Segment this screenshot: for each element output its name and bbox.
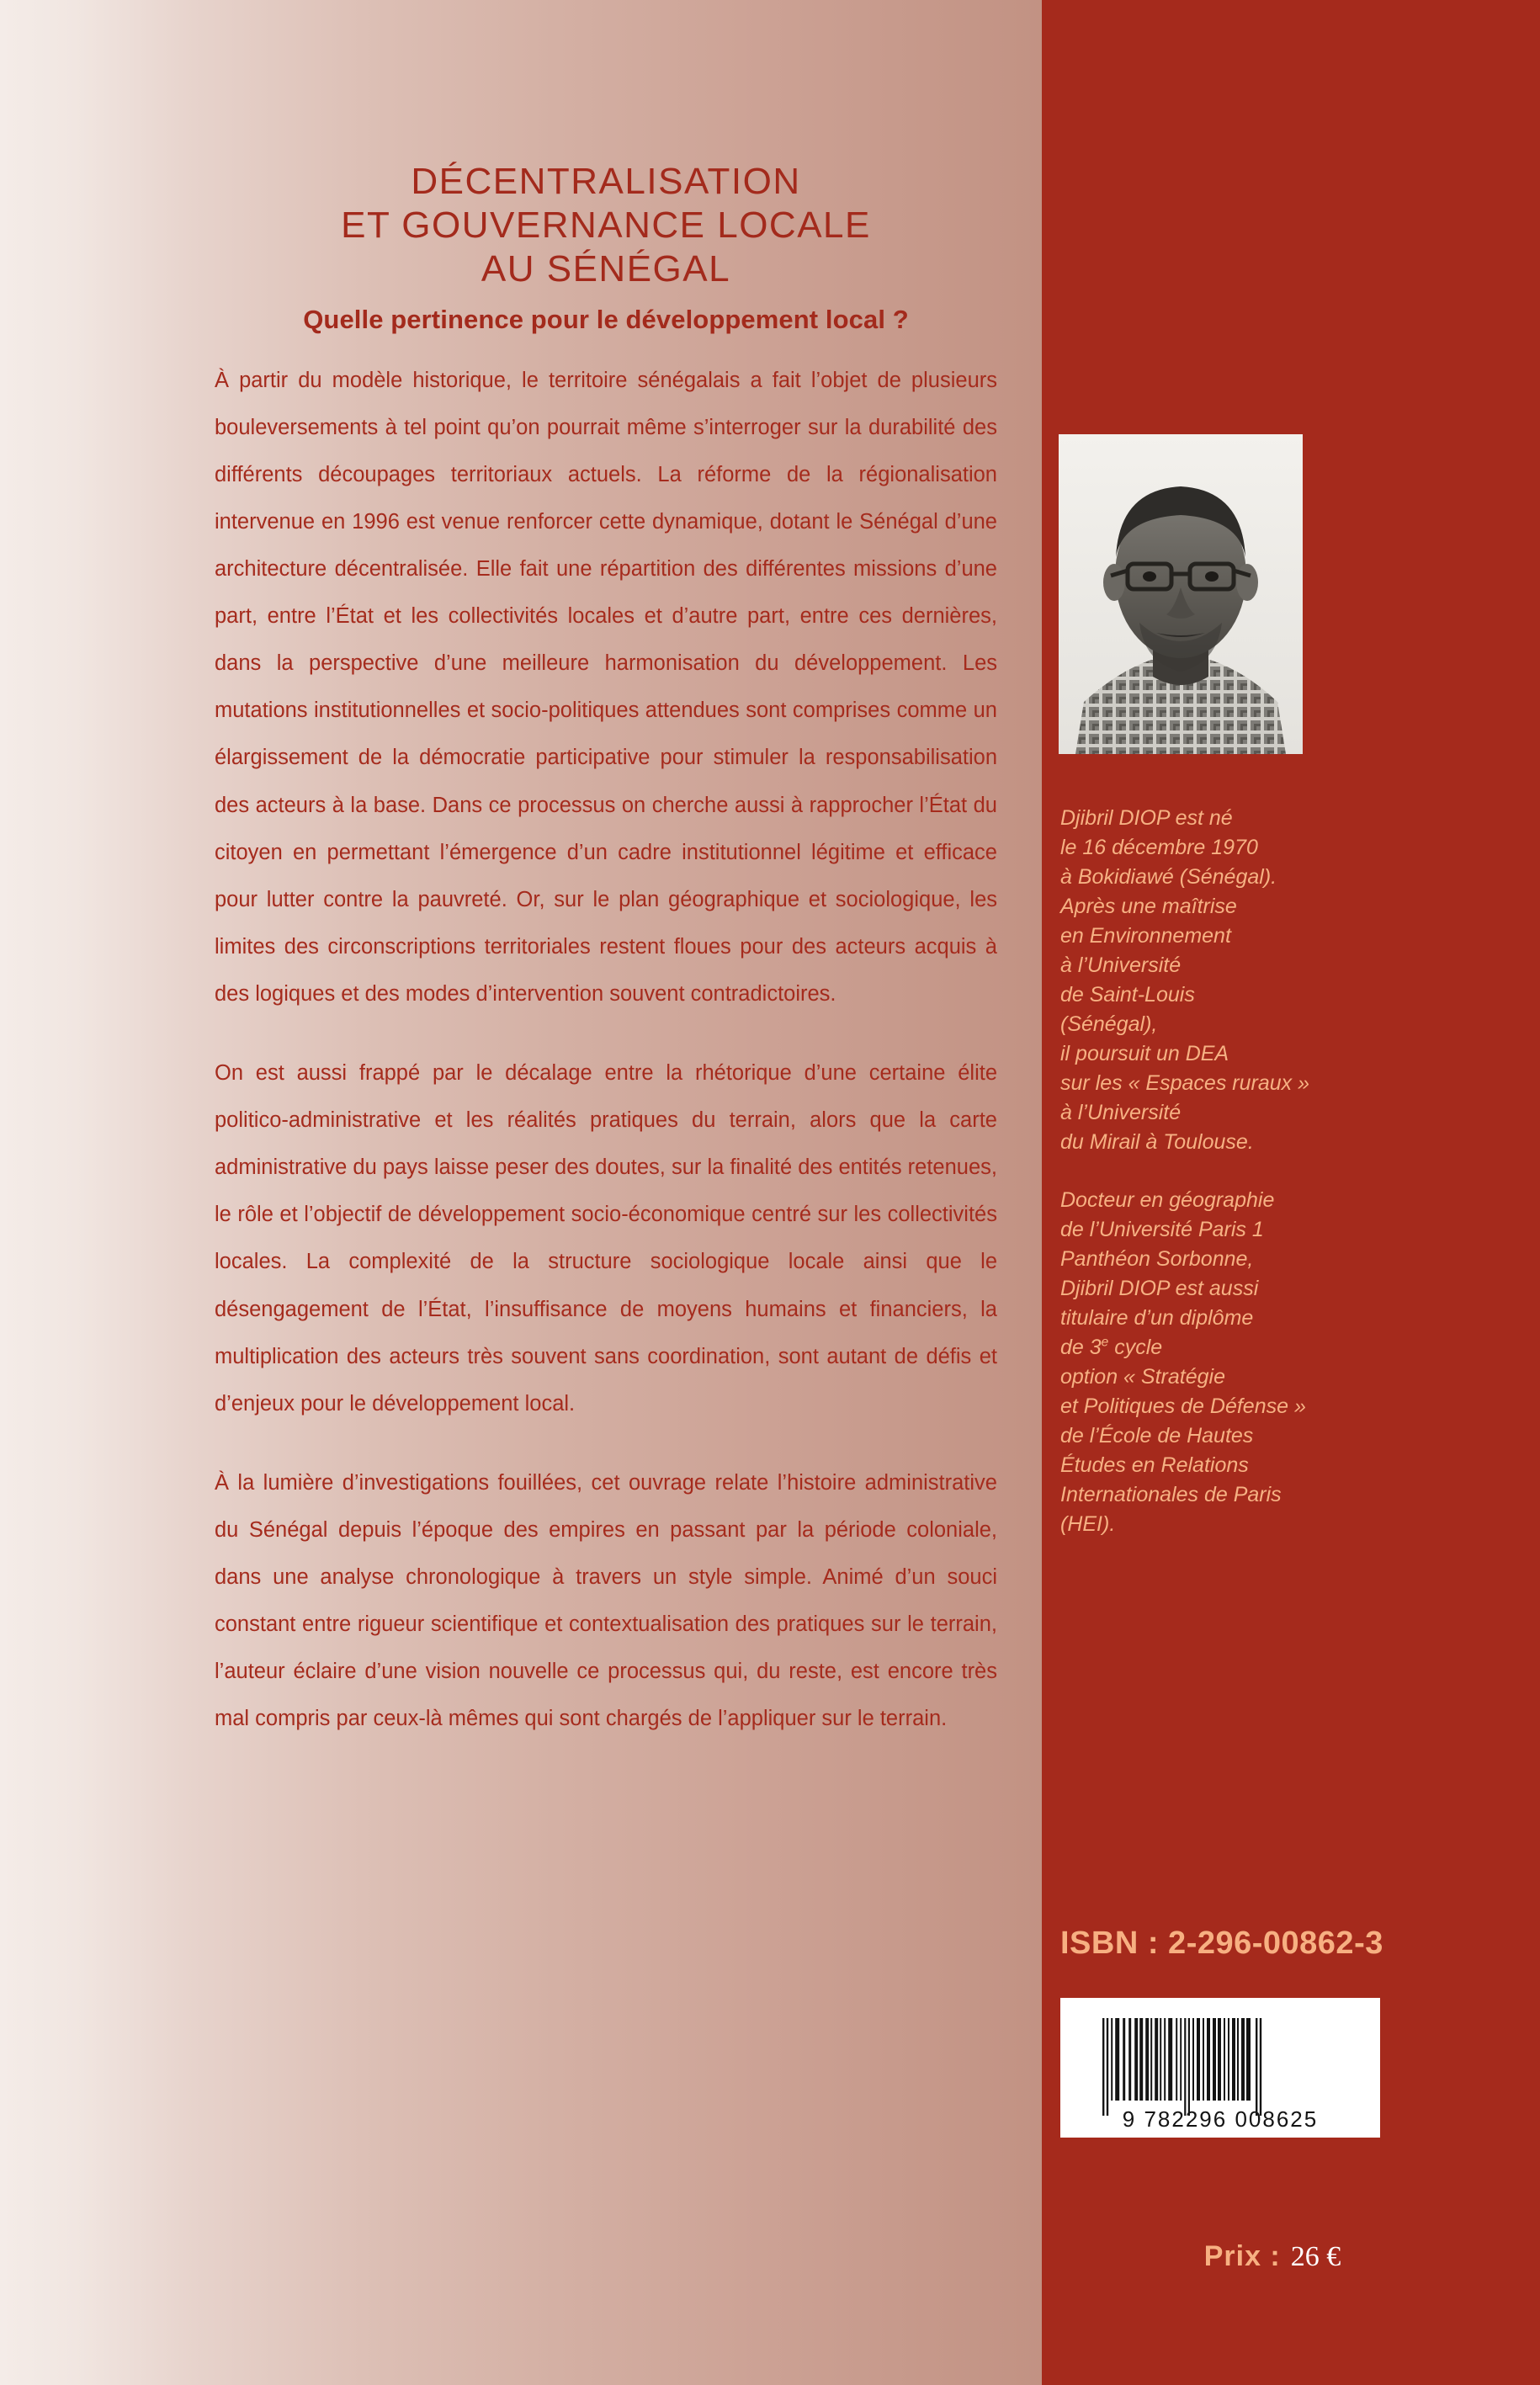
barcode xyxy=(1060,1998,1380,2138)
author-portrait-image xyxy=(1059,434,1303,754)
title-line-3: AU SÉNÉGAL xyxy=(481,247,731,289)
author-bio-paragraph-1: Djibril DIOP est né le 16 décembre 1970 à Bokidiawé (Sénégal). Après une maîtrise en Environnement à l’Université de Saint-Louis (Sénégal), il poursuit un DEA sur les « Espaces ruraux » à l’Université du Mirail à Toulouse. xyxy=(1060,806,1309,1154)
book-subtitle: Quelle pertinence pour le développement local ? xyxy=(303,304,909,334)
isbn-label: ISBN : 2-296-00862-3 xyxy=(1060,1926,1383,1961)
barcode-image xyxy=(1072,2006,1368,2133)
svg-text:9 782296 008625: 9 782296 008625 xyxy=(1122,2106,1319,2132)
price-label: Prix : xyxy=(1203,2240,1281,2272)
title-line-2: ET GOUVERNANCE LOCALE xyxy=(341,204,871,246)
author-bio-paragraph-2: Docteur en géographie de l’Université Paris 1 Panthéon Sorbonne, Djibril DIOP est aussi titulaire d’un diplôme de 3e cycle option « Stratégie et Politiques de Défense » de l’École de Hautes Études en Relations Internationales de Paris (HEI). xyxy=(1060,1188,1306,1536)
author-photo-frame xyxy=(1059,434,1303,754)
title-line-1: DÉCENTRALISATION xyxy=(411,161,801,202)
blurb-paragraph-1: À partir du modèle historique, le territoire sénégalais a fait l’objet de plusieurs bouleversements à tel point qu’on pourrait même s’interroger sur la durabilité des différents découpages territoriaux actuels. La réforme de la régionalisation intervenue en 1996 est venue renforcer cette dynamique, dotant le Sénégal d’une architecture décentralisée. Elle fait une répartition des différentes missions d’une part, entre l’État et les collectivités locales et d’autre part, entre ces dernières, dans la perspective d’une meilleure harmonisation du développement. Les mutations institutionnelles et socio-politiques attendues sont comprises comme un élargissement de la démocratie participative pour stimuler la responsabilisation des acteurs à la base. Dans ce processus on cherche aussi à rapprocher l’État du citoyen en permettant l’émergence d’un cadre institutionnel légitime et efficace pour lutter contre la pauvreté. Or, sur le plan géographique et sociologique, les limites des circonscriptions territoriales restent floues pour des acteurs acquis à des logiques et des modes d’intervention souvent contradictoires. xyxy=(215,368,997,1006)
title-block xyxy=(215,0,997,335)
blurb-paragraph-3: À la lumière d’investigations fouillées, cet ouvrage relate l’histoire administrative du Sénégal depuis l’époque des empires en passant par la période coloniale, dans une analyse chronologique à travers un style simple. Animé d’un souci constant entre rigueur scientifique et contextualisation des pratiques sur le terrain, l’auteur éclaire d’une vision nouvelle ce processus qui, du reste, est encore très mal compris par ceux-là mêmes qui sont chargés de l’appliquer sur le terrain. xyxy=(215,1470,997,1731)
author-biography xyxy=(1060,804,1431,1539)
blurb-paragraph-2: On est aussi frappé par le décalage entre la rhétorique d’une certaine élite politico-administrative et les réalités pratiques du terrain, alors que la carte administrative du pays laisse peser des doutes, sur la finalité des entités retenues, le rôle et l’objectif de développement socio-économique centré sur les collectivités locales. La complexité de la structure sociologique locale ainsi que le désengagement de l’État, l’insuffisance de moyens humains et financiers, la multiplication des acteurs très souvent sans coordination, sont autant de défis et d’enjeux pour le développement local. xyxy=(215,1061,997,1416)
price-block xyxy=(1042,2240,1540,2273)
author-panel xyxy=(1042,0,1540,2385)
blurb-content xyxy=(215,0,997,1742)
price-value: 26 € xyxy=(1290,2241,1341,2272)
back-cover-blurb xyxy=(215,357,997,1743)
